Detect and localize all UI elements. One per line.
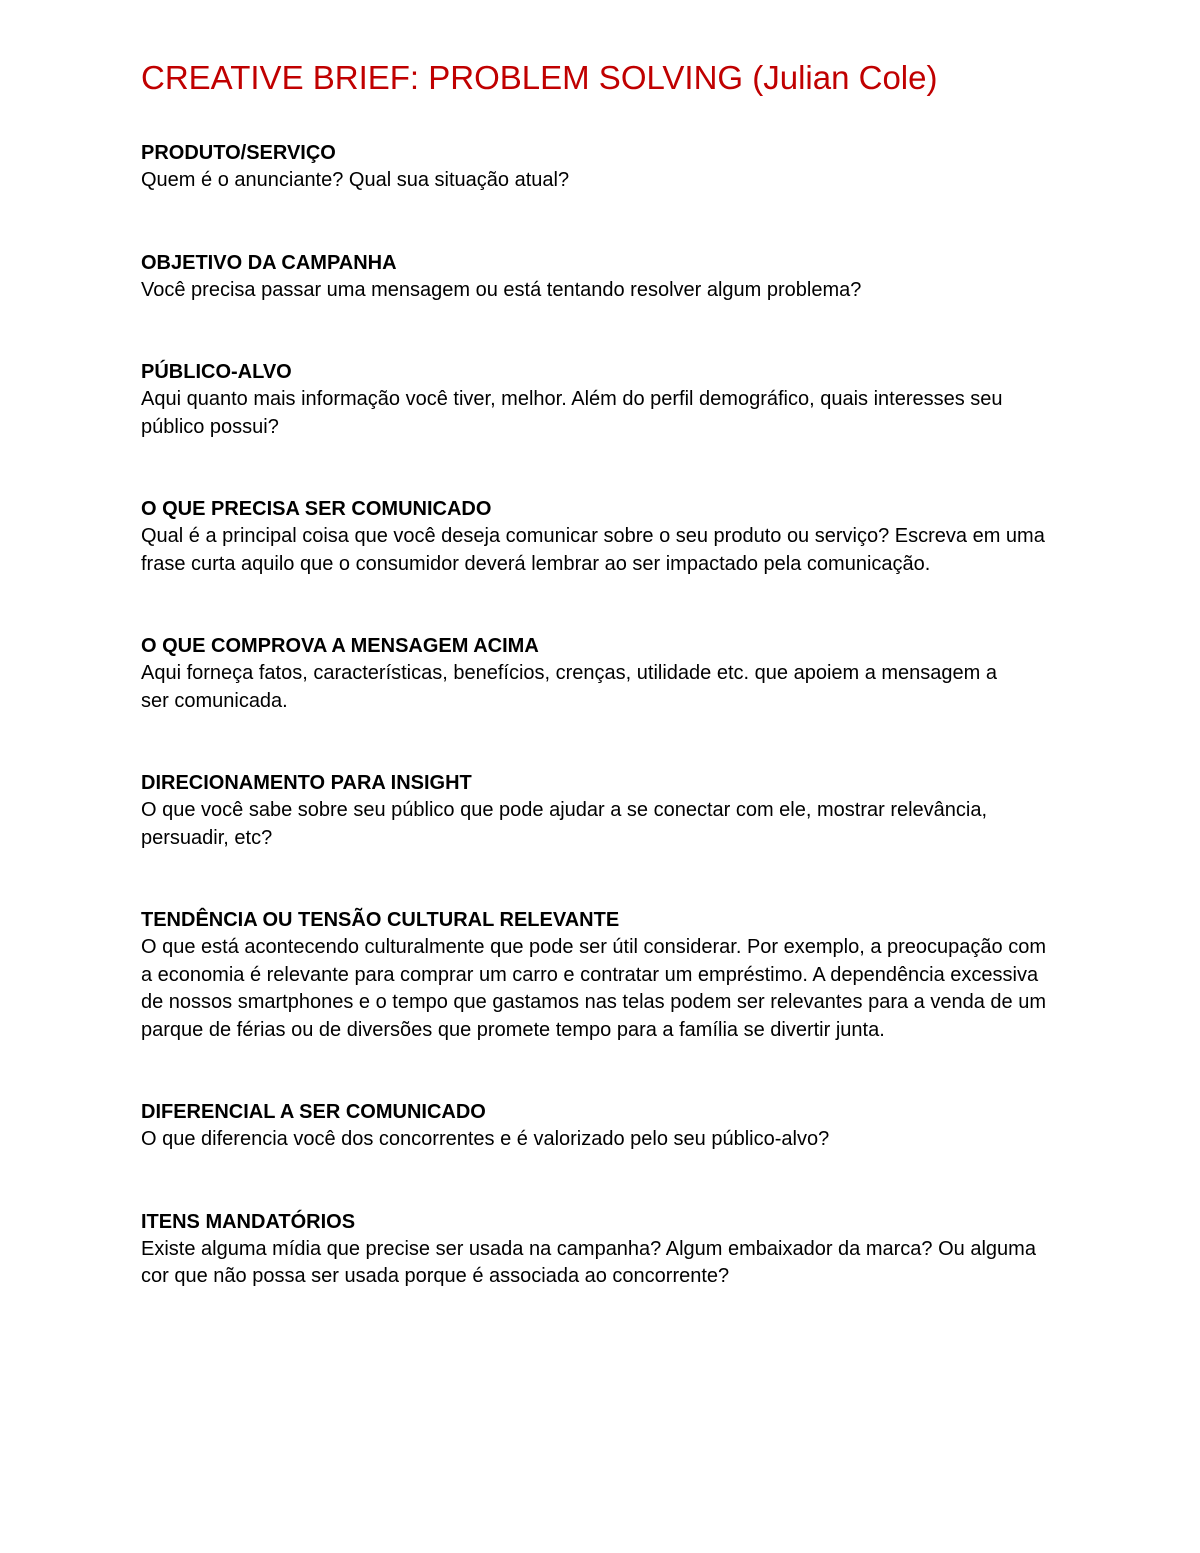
section-direcionamento-para-insight	[141, 770, 1081, 852]
section-body: O que está acontecendo culturalmente que pode ser útil considerar. Por exemplo, a preocupação com a economia é relevante para comprar um carro e contratar um empréstimo. A dependência excessiva de nossos smartphones e o tempo que gastamos nas telas podem ser relevantes para a venda de um parque de férias ou de diversões que promete tempo para a família se divertir junta.	[141, 936, 1046, 1041]
section-o-que-comprova-a-mensagem	[141, 633, 1081, 715]
section-body: Quem é o anunciante? Qual sua situação atual?	[141, 169, 570, 191]
section-body: O que diferencia você dos concorrentes e é valorizado pelo seu público-alvo?	[141, 1128, 830, 1150]
section-heading: TENDÊNCIA OU TENSÃO CULTURAL RELEVANTE	[141, 909, 620, 931]
section-heading: PÚBLICO-ALVO	[141, 361, 292, 383]
section-diferencial-a-ser-comunicado	[141, 1099, 1081, 1154]
section-heading: DIFERENCIAL A SER COMUNICADO	[141, 1101, 486, 1123]
section-publico-alvo	[141, 359, 1081, 441]
document-page	[141, 58, 1081, 1291]
section-body: O que você sabe sobre seu público que pode ajudar a se conectar com ele, mostrar relevância, persuadir, etc?	[141, 799, 988, 849]
document-title: CREATIVE BRIEF: PROBLEM SOLVING (Julian Cole)	[141, 59, 938, 96]
section-heading: PRODUTO/SERVIÇO	[141, 142, 336, 164]
section-heading: O QUE PRECISA SER COMUNICADO	[141, 498, 492, 520]
section-heading: ITENS MANDATÓRIOS	[141, 1210, 356, 1233]
section-body: Qual é a principal coisa que você deseja comunicar sobre o seu produto ou serviço? Escreva em uma frase curta aquilo que o consumidor deverá lembrar ao ser impactado pela comunicação.	[141, 525, 1045, 575]
section-heading: O QUE COMPROVA A MENSAGEM ACIMA	[141, 635, 539, 657]
section-body: Existe alguma mídia que precise ser usada na campanha? Algum embaixador da marca? Ou alguma cor que não possa ser usada porque é associada ao concorrente?	[141, 1237, 1036, 1287]
section-produto-servico	[141, 140, 1081, 195]
section-body: Aqui forneça fatos, características, benefícios, crenças, utilidade etc. que apoiem a mensagem a ser comunicada.	[141, 662, 998, 712]
section-heading: DIRECIONAMENTO PARA INSIGHT	[141, 772, 472, 794]
section-tendencia-ou-tensao-cultural	[141, 907, 1081, 1044]
section-body: Aqui quanto mais informação você tiver, melhor. Além do perfil demográfico, quais interesses seu público possui?	[141, 388, 1003, 438]
section-objetivo-da-campanha	[141, 250, 1081, 305]
section-body: Você precisa passar uma mensagem ou está tentando resolver algum problema?	[141, 278, 862, 301]
section-o-que-precisa-ser-comunicado	[141, 496, 1081, 578]
section-itens-mandatorios	[141, 1209, 1081, 1291]
section-heading: OBJETIVO DA CAMPANHA	[141, 251, 397, 274]
